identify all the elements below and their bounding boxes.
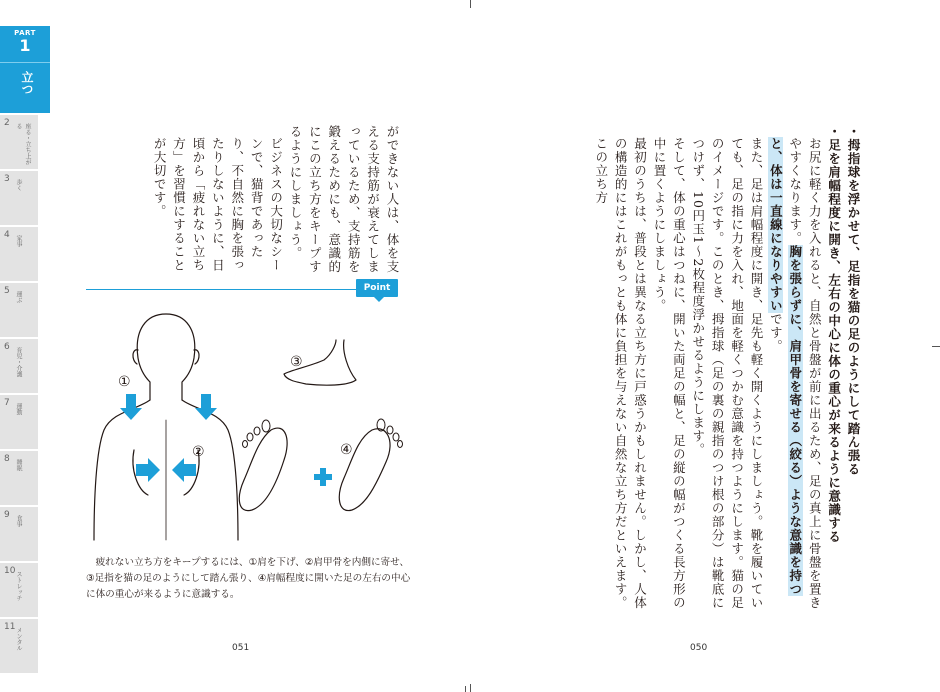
marker-4: ④ [340, 442, 353, 458]
part-title-tab[interactable] [0, 62, 50, 113]
arrow-down-right-icon [195, 394, 217, 420]
arrow-down-left-icon [120, 394, 142, 420]
marker-1: ① [118, 374, 131, 390]
chapter-tab-number: 3 [4, 174, 10, 184]
bullet-item: ・ 足を肩幅程度に開き、左右の中心に体の重心が来るように意識する [824, 125, 843, 611]
point-divider [86, 289, 386, 290]
foot-sole-right [339, 429, 390, 511]
posture-illustration [86, 300, 416, 545]
part-number: 1 [19, 36, 31, 55]
body-paragraph [150, 125, 286, 275]
chapter-tab-number: 4 [4, 230, 10, 240]
body-text: 最初のうちは、普段とは異なる立ち方に戸惑うかもしれません。しかし、人体の構造的にはこれがもっとも体に負担を与えない自然な立ち方だといえます。この立ち方 [593, 137, 648, 610]
chapter-tab[interactable] [0, 170, 38, 225]
chapter-tab[interactable] [0, 226, 38, 281]
marker-2: ② [192, 444, 205, 460]
chapter-tab-label: メンタル [15, 627, 22, 651]
chapter-tab-label: ストレッチ [15, 571, 22, 601]
crop-mark [470, 684, 471, 692]
part-label: PART [14, 29, 36, 37]
bullet-item: ・ 拇指球を浮かせて、足指を猫の足のようにして踏ん張る [844, 125, 863, 611]
chapter-tab[interactable] [0, 562, 38, 617]
chapter-tab[interactable] [0, 338, 38, 393]
chapter-tab-label: 歩く [15, 179, 22, 191]
marker-3: ③ [290, 354, 303, 370]
right-page-body-text [535, 125, 863, 611]
arrow-left-icon [172, 458, 196, 482]
plus-icon [314, 468, 332, 486]
part-badge [0, 26, 50, 62]
chapter-tab[interactable] [0, 114, 38, 169]
page-number-right: 050 [690, 643, 708, 653]
body-text: そして、体の重心はつねに、開いた両足の幅と、足の縦の幅がつくる長方形の中に置くようにしましょう。 [651, 137, 687, 610]
crop-mark [465, 686, 466, 692]
head-outline [137, 314, 195, 400]
page-number-left: 051 [232, 643, 250, 653]
body-paragraph [650, 125, 689, 611]
highlighted-text: 胸を張らずに、肩甲骨を寄せる（絞る）ような意識を持つと、体は一直線になりやすい [768, 137, 803, 596]
chapter-tab[interactable] [0, 394, 38, 449]
chapter-tab-label: 食事 [15, 515, 22, 527]
part-title: 立つ [20, 71, 34, 95]
arrow-right-icon [136, 458, 160, 482]
chapter-tab-number: 10 [4, 566, 16, 576]
chapter-index-sidebar [0, 0, 50, 692]
chapter-tab-number: 6 [4, 342, 10, 352]
chapter-tab-number: 2 [4, 118, 10, 128]
crop-mark [932, 346, 940, 347]
chapter-tab-label: 運ぶ [15, 291, 22, 303]
body-paragraph [688, 125, 766, 611]
body-text: お尻に軽く力を入れると、自然と骨盤が前に出るため、足の真上に骨盤を置きやすくなります。 [787, 137, 823, 610]
body-paragraph: ができない人は、体を支える支持筋が衰えてしまっているため、支持筋を鍛えるためにも、意識的にこの立ち方をキープするようにしましょう。 [287, 125, 400, 274]
chapter-tab-number: 7 [4, 398, 10, 408]
chapter-tab-number: 8 [4, 454, 10, 464]
chapter-tab-label: 睡眠 [15, 459, 22, 471]
chapter-tab-label: 運動 [15, 403, 22, 415]
body-paragraph [766, 125, 824, 611]
chapter-tab-label: 座る・立ち上がる [15, 123, 31, 165]
chapter-tab-label: 家事 [15, 235, 22, 247]
chapter-tab-label: 育児・介護 [15, 347, 22, 377]
chapter-tab[interactable] [0, 450, 38, 505]
point-label: Point [356, 279, 398, 297]
chapter-tab[interactable] [0, 506, 38, 561]
body-paragraph [591, 125, 649, 611]
illustration-caption: 疲れない立ち方をキープするには、①肩を下げ、②肩甲骨を内側に寄せ、③足指を猫の足のようにして踏ん張り、④肩幅程度に開いた足の左右の中心に体の重心が来るように意識する。 [86, 557, 411, 600]
chapter-tab-number: 11 [4, 622, 16, 632]
body-text: ビジネスの大切なシーンで、猫背であったり、不自然に胸を張ったりしないように、日頃から「疲れない立ち方」を習慣にすることが大切です。 [152, 137, 284, 272]
chapter-tab[interactable] [0, 618, 38, 673]
body-text: です。 [768, 312, 784, 353]
left-page-body-text [100, 125, 402, 275]
chapter-tab[interactable] [0, 282, 38, 337]
chapter-tab-number: 9 [4, 510, 10, 520]
crop-mark [470, 0, 471, 8]
body-text: また、足は肩幅程度に開き、足先も軽く開くようにしましょう。靴を履いていても、足の指に力を入れ、地面を軽くつかむ意識を持つようにします。猫の足のイメージです。このとき、拇指球（足の裏の親指のつけ根の部分）は靴底につけず、10円玉1〜2枚程度浮かせるようにします。 [690, 137, 764, 610]
chapter-tab-number: 5 [4, 286, 10, 296]
